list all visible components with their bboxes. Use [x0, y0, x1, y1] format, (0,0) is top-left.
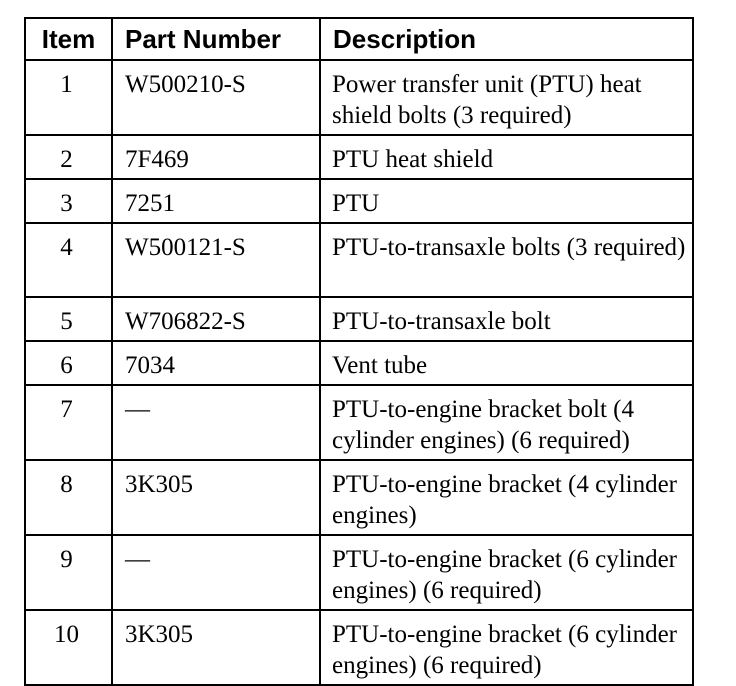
- part-number: —: [112, 535, 320, 610]
- part-number: 3K305: [112, 610, 320, 685]
- table-row: [25, 610, 693, 685]
- table-row: [25, 223, 693, 297]
- part-number: —: [112, 385, 320, 460]
- table-row: [25, 60, 693, 135]
- part-number: 3K305: [112, 460, 320, 535]
- part-number: 7034: [112, 341, 320, 385]
- item-number: 9: [25, 535, 112, 610]
- item-number: 6: [25, 341, 112, 385]
- header-part-number: Part Number: [112, 18, 320, 60]
- description: PTU heat shield: [320, 135, 693, 179]
- description: PTU-to-engine bracket (6 cylinder engines) (6 required): [320, 610, 693, 685]
- description: PTU-to-engine bracket (6 cylinder engines) (6 required): [320, 535, 693, 610]
- table-row: [25, 460, 693, 535]
- description: Power transfer unit (PTU) heat shield bolts (3 required): [320, 60, 693, 135]
- table-row: [25, 179, 693, 223]
- item-number: 4: [25, 223, 112, 297]
- header-row: [25, 18, 693, 60]
- header-item: Item: [25, 18, 112, 60]
- item-number: 1: [25, 60, 112, 135]
- item-number: 8: [25, 460, 112, 535]
- table-row: [25, 535, 693, 610]
- description: PTU-to-transaxle bolts (3 required): [320, 223, 693, 297]
- part-number: 7F469: [112, 135, 320, 179]
- item-number: 5: [25, 297, 112, 341]
- part-number: W500210-S: [112, 60, 320, 135]
- parts-table: [24, 17, 694, 686]
- table-row: [25, 385, 693, 460]
- item-number: 3: [25, 179, 112, 223]
- item-number: 2: [25, 135, 112, 179]
- part-number: W706822-S: [112, 297, 320, 341]
- table-row: [25, 297, 693, 341]
- item-number: 10: [25, 610, 112, 685]
- description: PTU-to-engine bracket bolt (4 cylinder engines) (6 required): [320, 385, 693, 460]
- table-row: [25, 135, 693, 179]
- table-row: [25, 341, 693, 385]
- header-description: Description: [320, 18, 693, 60]
- description: PTU-to-transaxle bolt: [320, 297, 693, 341]
- description: Vent tube: [320, 341, 693, 385]
- item-number: 7: [25, 385, 112, 460]
- part-number: W500121-S: [112, 223, 320, 297]
- description: PTU: [320, 179, 693, 223]
- part-number: 7251: [112, 179, 320, 223]
- description: PTU-to-engine bracket (4 cylinder engines): [320, 460, 693, 535]
